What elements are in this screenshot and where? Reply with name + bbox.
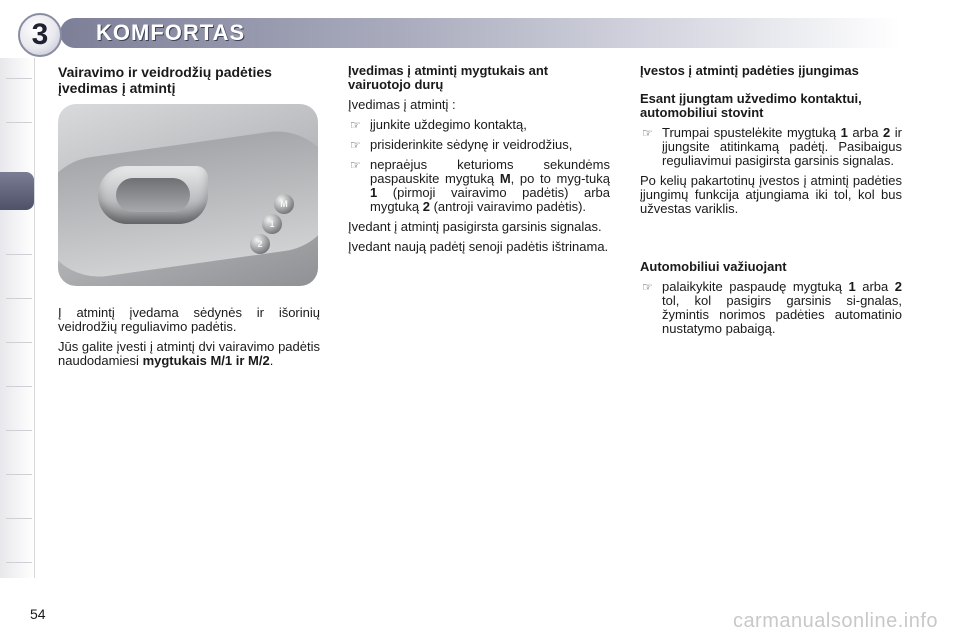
tab-divider bbox=[6, 254, 32, 255]
text-run: (pirmoji vairavimo padėtis) arba mygtuką bbox=[370, 185, 610, 214]
paragraph: Įvedant naują padėtį senoji padėtis ištrinama. bbox=[348, 239, 609, 254]
active-chapter-tab bbox=[0, 172, 34, 210]
list-item bbox=[348, 118, 610, 132]
tab-divider bbox=[6, 342, 32, 343]
tab-divider bbox=[6, 78, 32, 79]
bold-run: 1 bbox=[840, 125, 848, 140]
footer-watermark: carmanualsonline.info bbox=[732, 610, 938, 632]
chapter-tab-strip bbox=[0, 58, 35, 578]
list-item bbox=[348, 138, 610, 152]
bullet-list bbox=[640, 126, 902, 168]
pointing-hand-icon: ☞ bbox=[350, 118, 361, 132]
chapter-title: KOMFORTAS bbox=[96, 20, 246, 45]
text-run: Trumpai spustelėkite mygtuką bbox=[662, 125, 841, 140]
bold-run: 1 bbox=[848, 279, 856, 294]
text-run: prisiderinkite sėdynę ir veidrodžius, bbox=[370, 137, 573, 152]
door-panel-photo bbox=[58, 104, 318, 286]
memory-button-m: M bbox=[274, 194, 294, 214]
paragraph: Į atmintį įvedama sėdynės ir išorinių veidrodžių reguliavimo padėtis. bbox=[58, 305, 320, 334]
tab-divider bbox=[6, 474, 32, 475]
text-run: nepraėjus keturioms sekundėms paspauskite mygtuką bbox=[370, 157, 610, 186]
bold-run: 2 bbox=[882, 125, 891, 140]
paragraph: Po kelių pakartotinų įvestos į atmintį padėties įjungimų funkcija atjungiama iki tol, kol bus užvestas variklis. bbox=[640, 173, 902, 216]
chapter-number-badge: 3 bbox=[18, 13, 62, 57]
text-run: , po to myg-tuką bbox=[510, 171, 611, 186]
pointing-hand-icon: ☞ bbox=[350, 158, 361, 172]
paragraph bbox=[58, 340, 320, 368]
tab-divider bbox=[6, 386, 32, 387]
section-heading-door-buttons: Įvedimas į atmintį mygtukais ant vairuotojo durų bbox=[348, 63, 549, 92]
text-run: . bbox=[269, 353, 274, 368]
text-run: tol, kol pasigirs garsinis si-gnalas, žymintis norimos padėties automatinio nustatymo pabaigą. bbox=[662, 293, 902, 336]
column-right bbox=[640, 64, 902, 342]
text-run: Jūs galite įvesti į atmintį dvi vairavimo padėtis naudodamiesi bbox=[58, 339, 320, 368]
text-run: įjunkite uždegimo kontaktą, bbox=[370, 117, 527, 132]
paragraph: Įvedant į atmintį pasigirsta garsinis signalas. bbox=[348, 219, 602, 234]
bullet-list bbox=[348, 118, 610, 214]
tab-divider bbox=[6, 518, 32, 519]
door-handle-recess bbox=[116, 178, 190, 212]
list-item bbox=[640, 126, 902, 168]
bold-run: M bbox=[499, 171, 511, 186]
text-run: (antroji vairavimo padėtis). bbox=[429, 199, 587, 214]
memory-button-2: 2 bbox=[250, 234, 270, 254]
bold-run: 1 bbox=[370, 185, 378, 200]
tab-divider bbox=[6, 430, 32, 431]
section-heading-memory-positions: Vairavimo ir veidrodžių padėties įvedimas į atmintį bbox=[58, 64, 272, 96]
column-middle bbox=[348, 64, 610, 260]
subheading-stationary: Esant įjungtam užvedimo kontaktui, automobiliui stovint bbox=[640, 91, 862, 120]
pointing-hand-icon: ☞ bbox=[642, 126, 653, 140]
list-item bbox=[640, 280, 902, 336]
tab-divider bbox=[6, 298, 32, 299]
text-run: arba bbox=[847, 125, 883, 140]
tab-divider bbox=[6, 562, 32, 563]
paragraph: Įvedimas į atmintį : bbox=[348, 97, 456, 112]
subheading-driving: Automobiliui važiuojant bbox=[640, 259, 787, 274]
text-run: arba bbox=[855, 279, 895, 294]
bold-run: 2 bbox=[422, 199, 430, 214]
list-item bbox=[348, 158, 610, 214]
text-run: palaikykite paspaudę mygtuką bbox=[662, 279, 849, 294]
column-left bbox=[58, 64, 320, 374]
page-number: 54 bbox=[30, 606, 46, 622]
section-heading-recall-position: Įvestos į atmintį padėties įjungimas bbox=[640, 63, 859, 78]
bullet-list bbox=[640, 280, 902, 336]
bold-run: 2 bbox=[894, 279, 902, 294]
text-run: ir įjungsite atitinkamą padėtį. Pasibaigus reguliavimui pasigirsta garsinis signalas. bbox=[662, 125, 902, 168]
pointing-hand-icon: ☞ bbox=[642, 280, 653, 294]
tab-divider bbox=[6, 122, 32, 123]
pointing-hand-icon: ☞ bbox=[350, 138, 361, 152]
memory-button-1: 1 bbox=[262, 214, 282, 234]
bold-run: mygtukais M/1 ir M/2 bbox=[142, 353, 270, 368]
